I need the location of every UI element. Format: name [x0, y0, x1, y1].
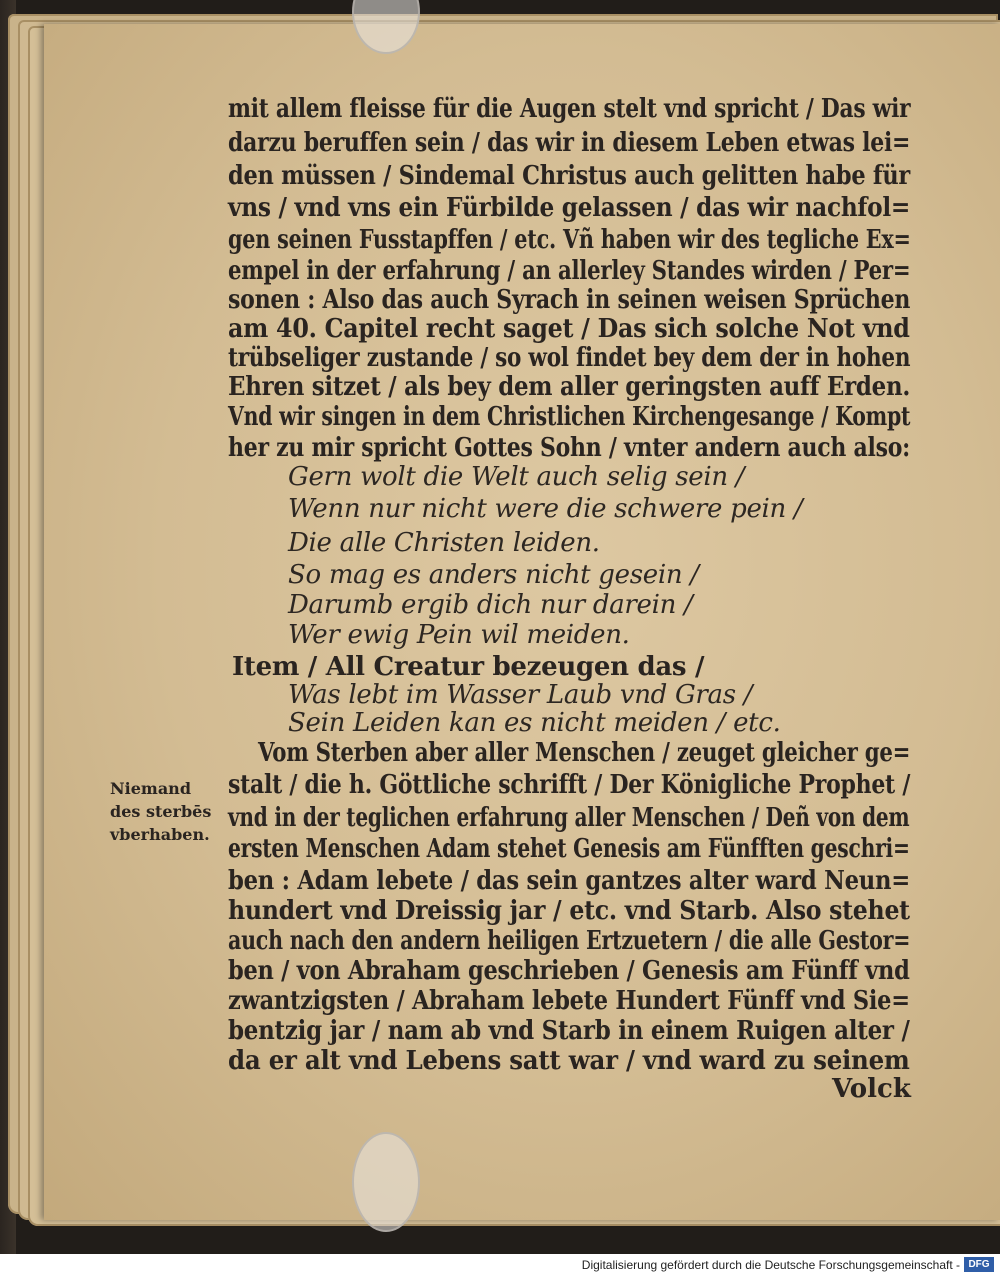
text-line: stalt / die h. Göttliche schrifft / Der Königliche Prophet /: [228, 770, 911, 800]
text-line: mit allem fleisse für die Augen stelt vnd spricht / Das wir: [228, 94, 911, 124]
text-line: empel in der erfahrung / an allerley Standes wirden / Per=: [228, 256, 911, 286]
margin-note-line: des sterbēs: [110, 802, 212, 821]
text-line: ersten Menschen Adam stehet Genesis am Fünfften geschri=: [228, 834, 910, 864]
text-line: ben : Adam lebete / das sein gantzes alter ward Neun=: [228, 866, 911, 896]
verse-line: Die alle Christen leiden.: [288, 528, 600, 558]
text-line: zwantzigsten / Abraham lebete Hundert Fünff vnd Sie=: [228, 986, 910, 1016]
text-line: darzu beruffen sein / das wir in diesem Leben etwas lei=: [228, 128, 911, 158]
text-line: Ehren sitzet / als bey dem aller geringsten auff Erden.: [228, 372, 911, 402]
item-line: Item / All Creatur bezeugen das /: [232, 652, 705, 682]
text-line: auch nach den andern heiligen Ertzuetern / die alle Gestor=: [228, 926, 911, 956]
text-line: trübseliger zustande / so wol findet bey dem der in hohen: [228, 343, 911, 373]
verse-line: Was lebt im Wasser Laub vnd Gras /: [288, 680, 753, 710]
text-line: vns / vnd vns ein Fürbilde gelassen / das wir nachfol=: [228, 193, 911, 223]
footer-credit: Digitalisierung gefördert durch die Deutsche Forschungsgemeinschaft -: [581, 1258, 960, 1272]
text-line: vnd in der teglichen erfahrung aller Menschen / Deñ von dem: [228, 803, 910, 833]
verse-line: Gern wolt die Welt auch selig sein /: [288, 462, 745, 492]
margin-note-line: vberhaben.: [110, 825, 210, 844]
text-line: Vnd wir singen in dem Christlichen Kirchengesange / Kompt: [228, 402, 911, 432]
text-line: her zu mir spricht Gottes Sohn / vnter andern auch also:: [228, 433, 910, 463]
verse-line: Wer ewig Pein wil meiden.: [288, 620, 630, 650]
text-line: bentzig jar / nam ab vnd Starb in einem Ruigen alter /: [228, 1016, 910, 1046]
verse-line: Sein Leiden kan es nicht meiden / etc.: [288, 708, 781, 738]
margin-note-line: Niemand: [110, 779, 191, 798]
catchword: Volck: [832, 1074, 911, 1104]
text-line: gen seinen Fusstapffen / etc. Vñ haben wir des tegliche Ex=: [228, 225, 911, 255]
text-line: sonen : Also das auch Syrach in seinen weisen Sprüchen: [228, 285, 911, 315]
verse-line: Wenn nur nicht were die schwere pein /: [288, 494, 803, 524]
text-line: den müssen / Sindemal Christus auch gelitten habe für: [228, 161, 910, 191]
text-line: da er alt vnd Lebens satt war / vnd ward zu seinem: [228, 1046, 910, 1076]
page-clip-bottom: [352, 1132, 420, 1232]
text-line: ben / von Abraham geschrieben / Genesis am Fünff vnd: [228, 956, 910, 986]
verse-line: So mag es anders nicht gesein /: [288, 560, 699, 590]
verse-line: Darumb ergib dich nur darein /: [288, 590, 693, 620]
text-line: Vom Sterben aber aller Menschen / zeuget gleicher ge=: [258, 738, 911, 768]
dfg-logo-icon: DFG: [964, 1257, 994, 1272]
text-line: am 40. Capitel recht saget / Das sich solche Not vnd: [228, 314, 910, 344]
text-line: hundert vnd Dreissig jar / etc. vnd Starb. Also stehet: [228, 896, 910, 926]
